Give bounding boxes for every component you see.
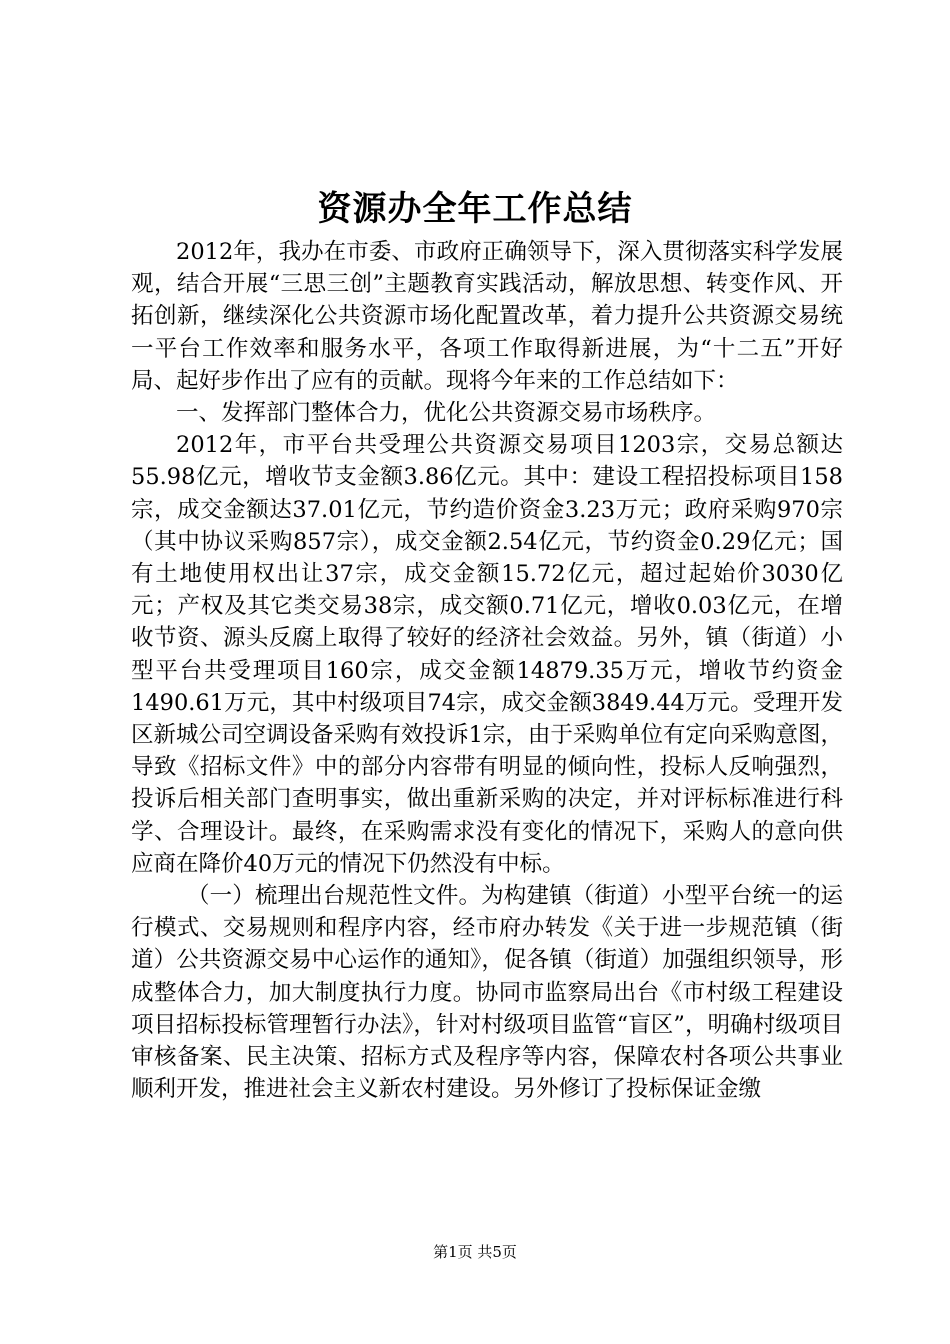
section-heading-1: 一、发挥部门整体合力，优化公共资源交易市场秩序。 [176, 400, 717, 427]
subsection-1: （一）梳理出台规范性文件。为构建镇（街道）小型平台统一的运行模式、交易规则和程序内容，经市府办转发《关于进一步规范镇（街道）公共资源交易中心运作的通知》，促各镇（街道）加强组织领导，形成整体合力，加大制度执行力度。协同市监察局出台《市村级工程建设项目招标投标管理暂行办法》，针对村级项目监管“盲区”，明确村级项目审核备案、民主决策、招标方式及程序等内容，保障农村各项公共事业顺利开发，推进社会主义新农村建设。另外修订了投标保证金缴 [131, 883, 843, 1103]
document-title: 资源办全年工作总结 [317, 189, 633, 229]
paragraph-statistics: 2012年，市平台共受理公共资源交易项目1203宗，交易总额达55.98亿元，增收节支金额3.86亿元。其中：建设工程招投标项目158宗，成交金额达37.01亿元，节约造价资金3.23万元；政府采购970宗（其中协议采购857宗），成交金额2.54亿元，节约资金0.29亿元；国有土地使用权出让37宗，成交金额15.72亿元，超过起始价3030亿元；产权及其它类交易38宗，成交额0.71亿元，增收0.03亿元，在增收节资、源头反腐上取得了较好的经济社会效益。另外，镇（街道）小型平台共受理项目160宗，成交金额14879.35万元，增收节约资金1490.61万元，其中村级项目74宗，成交金额3849.44万元。受理开发区新城公司空调设备采购有效投诉1宗，由于采购单位有定向采购意图，导致《招标文件》中的部分内容带有明显的倾向性，投标人反响强烈，投诉后相关部门查明事实，做出重新采购的决定，并对评标标准进行科学、合理设计。最终，在采购需求没有变化的情况下，采购人的意向供应商在降价40万元的情况下仍然没有中标。 [131, 432, 843, 877]
document-body [131, 236, 843, 1105]
page-footer: 第1页 共5页 [433, 1243, 517, 1261]
paragraph-intro: 2012年，我办在市委、市政府正确领导下，深入贯彻落实科学发展观，结合开展“三思三创”主题教育实践活动，解放思想、转变作风、开拓创新，继续深化公共资源市场化配置改革，着力提升公共资源交易统一平台工作效率和服务水平，各项工作取得新进展，为“十二五”开好局、起好步作出了应有的贡献。现将今年来的工作总结如下： [131, 239, 843, 394]
